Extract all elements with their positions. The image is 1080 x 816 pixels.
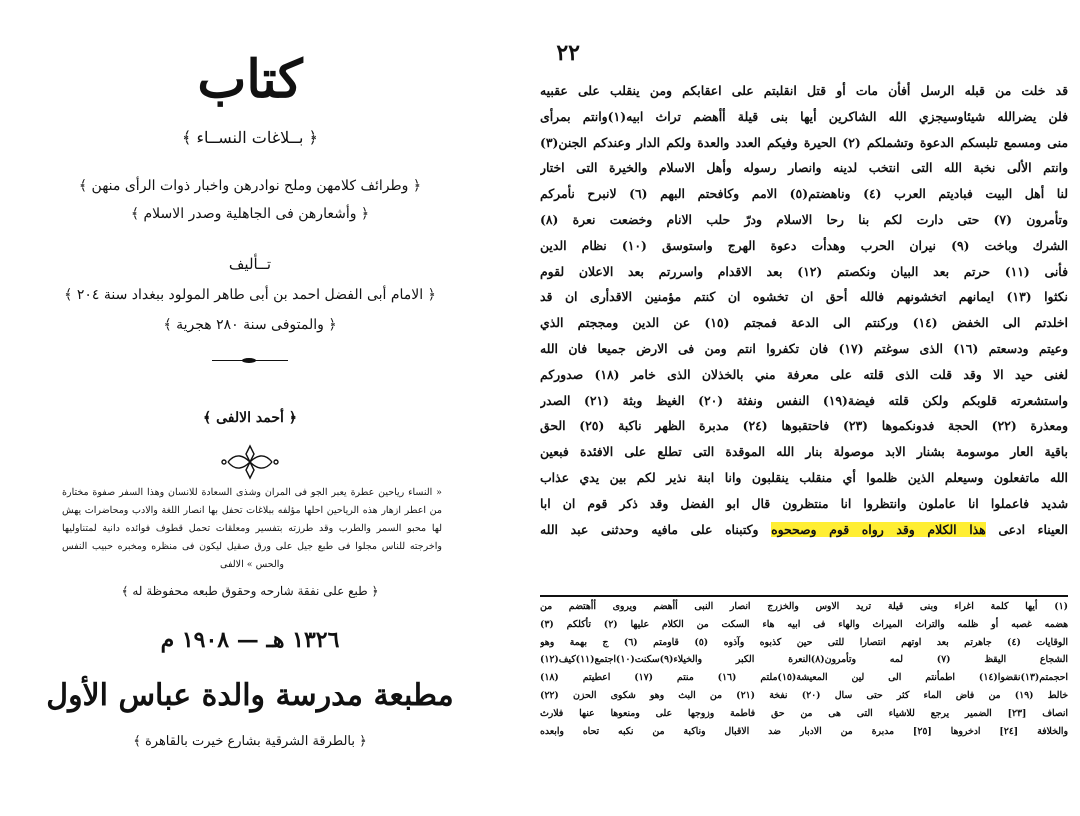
- text-line: وعيتم ودسعتم (١٦) الذى سوغتم (١٧) فان تكفروا انتم ومن فى الارض جميعا فان الله: [540, 340, 1068, 356]
- book-subtitle: ﴿ بــلاغات النســاء ﴾: [182, 128, 318, 147]
- footnote-line: الشجاع اليقظ (٧) لمه وتأمرون(٨)النعرة الكبر والخيلاء(٩)سكنت(١٠)اجتمع(١١)كيف(١٢): [540, 654, 1068, 666]
- rights-notice: ﴿ طبع على نفقة شارحه وحقوق طبعه محفوظة له ﴾: [121, 584, 379, 598]
- last-line-end: وكتبناه على مافيه وحدثنى عبد الله: [540, 521, 759, 537]
- text-line-last: [540, 517, 1068, 543]
- footnote-line: الوقايات (٤) جاهرتم بعد اوتهم انتصارا للتى حين كذبوه وآذوه (٥) قاومتم (٦) ج بهمة وهو: [540, 636, 1068, 648]
- page-number: ٢٢: [556, 40, 580, 66]
- text-line: الله ماتفعلون وسيعلم الذين ظلموا أي منقلب ينقلبون وانا ابنة نذير لكم بين يدي عذاب: [540, 469, 1068, 485]
- authorship-label: تــأليف: [228, 255, 272, 273]
- book-title: كتاب: [197, 49, 303, 110]
- text-line: واستشعرته قلوبكم ولكن قلته فيضة(١٩) النفس ونفثة (٢٠) الغيظ وبثة (٢١) الصدر: [540, 392, 1068, 408]
- text-line: منى ومسمع تلبسكم الدعوة وتشملكم (٢) الحيرة وفيكم العدد والعدة ولكم الدار وعندكم الجنن(٣): [540, 134, 1068, 150]
- text-line: وانتم الألى نخبة الله التى انتخب لدينه وانصار رسوله وأهل الاسلام والخيرة التى اختار: [540, 160, 1068, 176]
- description-line: ﴿ وطرائف كلامهن وملح نوادرهن واخبار ذوات الرأى منهن ﴾: [78, 178, 422, 194]
- title-page: [0, 0, 500, 816]
- main-text: [540, 78, 1068, 542]
- footnote-line: احجمتم(١٣)نقضوا(١٤) اطمأنتم الى لين المعيشة(١٥)ملتم (١٦) منتم (١٧) اعطيتم (١٨): [540, 672, 1068, 684]
- annotator-name: ﴿ أحمد الالفى ﴾: [203, 410, 297, 426]
- footnote-separator: [540, 595, 1068, 597]
- text-line: شديد فاعملوا انا عاملون وانتظروا انا منتظرون قال ابو الفضل وقد ذكر قوم ان ابا: [540, 495, 1068, 511]
- book-blurb: « النساء رياحين عطرة يعبر الجو فى المران وشذى السعادة للانسان وهذا السفر صفوة مختارة من اعطر ازهار هذه الرياحين احلها مؤلفه ببلاغات تحفل بها انصار اللغة والادب ومحاضرات يهش لها محبو السمر والطرب وقد طرزته بتفسير ومعلقات تحمل قطوف فوائده دانية لمتناوليها واخرجته للناس مجلوا فى طبع جيل على ورق صقيل ليكون فى منظره ومخبره حبيب النفس والحس » الالفى: [62, 487, 442, 570]
- text-line: الشرك وباخت (٩) نيران الحرب وهدأت دعوة الهرج واستوسق (١٠) نظام الدين: [540, 237, 1068, 253]
- footnote-line: خالط (١٩) من فاض الماء كثر حتى سال (٢٠) نفخة (٢١) من البث وهو شكوى الحزن (٢٢): [540, 689, 1068, 701]
- author-line: ﴿ الامام أبى الفضل احمد بن أبى طاهر المولود ببغداد سنة ٢٠٤ ﴾: [64, 287, 436, 303]
- text-line: فلن يضرالله شيئاوسيجزي الله الشاكرين أيها بنى قيلة أأهضم تراث ابيه(١)وانتم بمرأى: [540, 108, 1068, 124]
- text-line: نكثوا (١٣) ايمانهم اتخشونهم فالله أحق ان تخشوه ان كنتم مؤمنين الاقدأرى ان قد: [540, 289, 1068, 305]
- footnote-line: والخلافة [٢٤] ادخروها [٢٥] مدبرة من الادبار ضد الاقبال وناكبة من نكبه تحاه وابعده: [540, 725, 1068, 737]
- highlighted-text: هذا الكلام وقد رواه قوم وصححوه: [771, 521, 986, 537]
- footnote-line: (١) أيها كلمة اغراء وبنى قيلة تريد الاوس والخزرج انصار النبى أأهضم ويروى أأهتضم من: [540, 601, 1068, 612]
- footnotes: [540, 598, 1068, 740]
- press-name: مطبعة مدرسة والدة عباس الأول: [46, 678, 454, 713]
- text-line: باقية العار موسومة بشنار الابد موصولة بنار الله الموقدة التى تطلع على الافئدة فبعين: [540, 444, 1068, 460]
- footnote-line: هضمه غصبه أو ظلمه والتراث الميراث والهاء فى ابيه هاء السكت من الكلام عليها (٢) تأكلكم (٣): [540, 618, 1068, 630]
- text-line: لغنى حيد الا وقد قلت الذى قلته على معرفة مني بالخذلان الذى خامر (١٨) صدوركم: [540, 366, 1068, 382]
- description-line: ﴿ وأشعارهن فى الجاهلية وصدر الاسلام ﴾: [130, 206, 370, 222]
- text-line: ومعذرة (٢٢) الحجة فدونكموها (٢٣) فاحتقبوها (٢٤) مدبرة الظهر ناكبة (٢٥) الحق: [540, 418, 1068, 434]
- ornament-icon: [218, 442, 282, 482]
- text-page: [520, 0, 1080, 816]
- author-line: ﴿ والمتوفى سنة ٢٨٠ هجرية ﴾: [163, 317, 337, 333]
- text-line: قد خلت من قبله الرسل أفأن مات أو قتل انقلبتم على اعقابكم ومن ينقلب على عقبيه: [540, 83, 1068, 98]
- footnote-line: انصاف [٢٣] الضمير يرجع للاشياء التى هى من حق فاطمة وزوجها على ومنعوها عنها فلارث: [540, 707, 1068, 719]
- text-line: لنا أهل البيت فباديتم العرب (٤) وناهضتم(٥) الامم وكافحتم البهم (٦) لانبرح نأمركم: [540, 186, 1068, 202]
- text-line: فأنى (١١) حرتم بعد البيان ونكصتم (١٢) بعد الاقدام واسررتم بعد الاعلان لقوم: [540, 263, 1068, 279]
- divider-icon: [212, 360, 288, 361]
- text-line: اخلدتم الى الخفض (١٤) وركنتم الى الدعة فمجتم (١٥) عن الدين ومججتم الذي: [540, 315, 1068, 331]
- publication-year: ١٣٢٦ هـ — ١٩٠٨ م: [160, 627, 340, 653]
- last-line-start: العيناء ادعى: [998, 521, 1068, 537]
- text-line: وتأمرون (٧) حتى دارت لكم بنا رحا الاسلام ودرّ حلب الانام وخضعت نعرة (٨): [540, 211, 1068, 227]
- press-address: ﴿ بالطرقة الشرقية بشارع خيرت بالقاهرة ﴾: [133, 734, 367, 749]
